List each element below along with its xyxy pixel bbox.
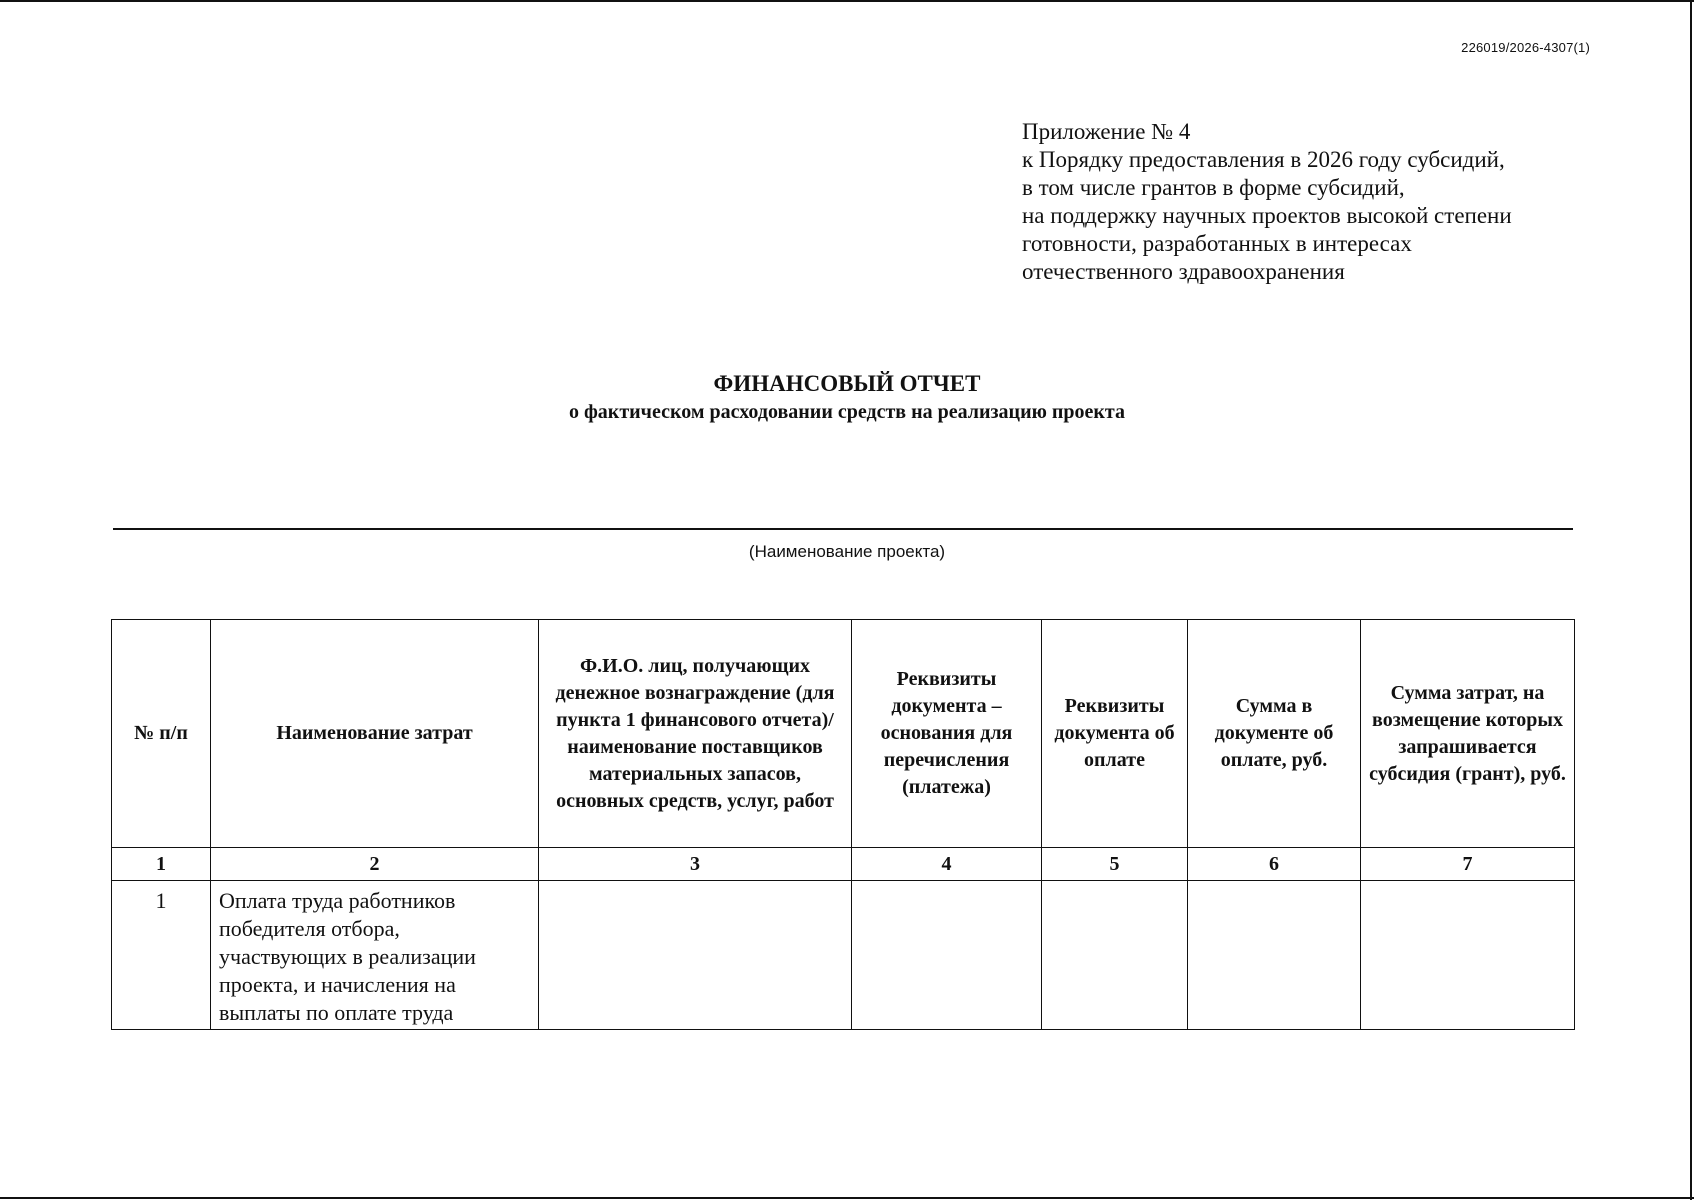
appendix-line: в том числе грантов в форме субсидий, [1022,175,1405,200]
table-header-row [112,620,1575,848]
header-payment-document: Реквизиты документа об оплате [1042,620,1188,848]
table-row [112,881,1575,1030]
row-cost-name: Оплата труда работников победителя отбора, участвующих в реализации проекта, и начисления на выплаты по оплате труда [211,881,539,1030]
row-recipients-cell [539,881,852,1030]
project-name-caption: (Наименование проекта) [748,542,946,561]
scan-artifact-bottom [0,1197,1694,1199]
appendix-line: отечественного здравоохранения [1022,259,1345,284]
header-recipients: Ф.И.О. лиц, получающих денежное вознаграждение (для пункта 1 финансового отчета)/ наименование поставщиков материальных запасов, основных средств, услуг, работ [539,620,852,848]
project-name-line [113,528,1573,530]
column-number-row [112,848,1575,881]
header-payment-sum: Сумма в документе об оплате, руб. [1188,620,1361,848]
column-number: 3 [539,848,852,881]
column-number: 7 [1361,848,1575,881]
document-code: 226019/2026-4307(1) [1461,40,1590,55]
column-number: 5 [1042,848,1188,881]
appendix-line: Приложение № 4 [1022,119,1191,144]
scan-artifact-right [1690,0,1692,1200]
report-title: ФИНАНСОВЫЙ ОТЧЕТ [713,371,981,396]
appendix-block [1022,118,1512,286]
column-number: 1 [112,848,211,881]
column-number: 2 [211,848,539,881]
header-cost-name: Наименование затрат [211,620,539,848]
column-number: 6 [1188,848,1361,881]
row-claimed-sum-cell [1361,881,1575,1030]
row-payment-document-cell [1042,881,1188,1030]
appendix-line: готовности, разработанных в интересах [1022,231,1412,256]
report-subtitle: о фактическом расходовании средств на реализацию проекта [568,401,1126,423]
header-number: № п/п [112,620,211,848]
row-basis-document-cell [852,881,1042,1030]
row-number: 1 [112,881,211,1030]
scan-artifact-top [0,0,1694,2]
appendix-line: на поддержку научных проектов высокой степени [1022,203,1512,228]
row-payment-sum-cell [1188,881,1361,1030]
appendix-line: к Порядку предоставления в 2026 году субсидий, [1022,147,1505,172]
financial-report-table [111,619,1575,1030]
header-basis-document: Реквизиты документа – основания для перечисления (платежа) [852,620,1042,848]
column-number: 4 [852,848,1042,881]
header-claimed-sum: Сумма затрат, на возмещение которых запрашивается субсидия (грант), руб. [1361,620,1575,848]
